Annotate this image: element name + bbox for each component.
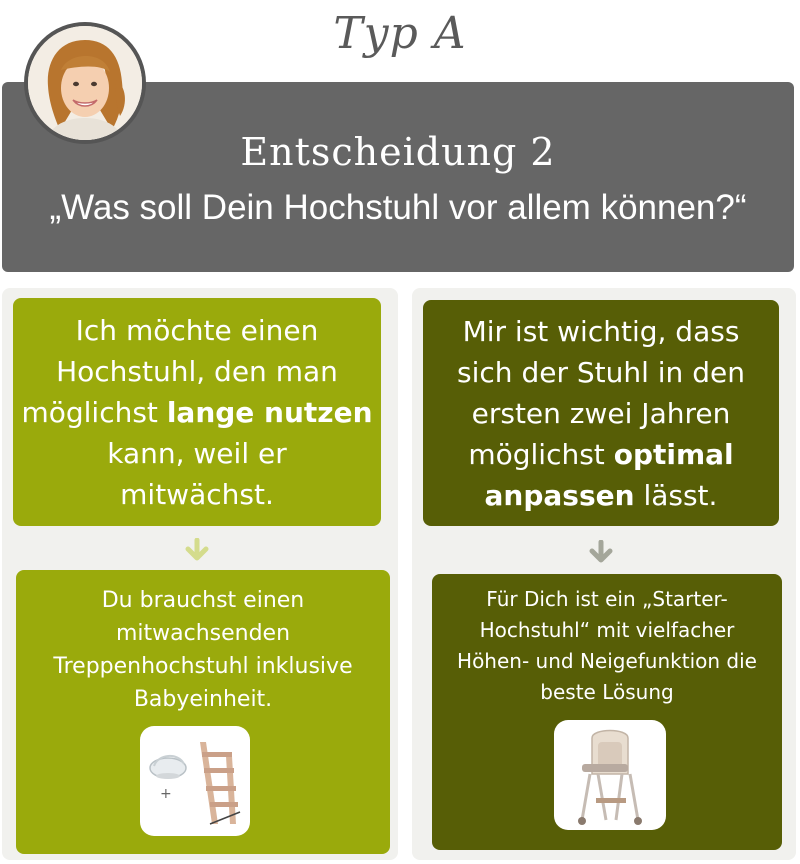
left-result-line3: Treppenhochstuhl inklusive	[53, 654, 353, 679]
right-statement-line4-bold: optimal	[613, 437, 734, 471]
left-statement-line1: Ich möchte einen	[75, 313, 319, 347]
left-statement-line3-pre: möglichst	[21, 395, 167, 429]
avatar	[24, 22, 146, 144]
header-question: „Was soll Dein Hochstuhl vor allem können?“	[49, 188, 747, 227]
highchair-icon	[554, 720, 666, 830]
plus-sign: +	[160, 786, 172, 802]
left-result-line2: mitwachsenden	[115, 621, 291, 646]
script-title: Typ A	[333, 8, 467, 59]
right-result-line1: Für Dich ist ein „Starter-	[486, 587, 728, 611]
baby-bouncer-icon	[140, 726, 250, 836]
left-statement-line2: Hochstuhl, den man	[56, 354, 338, 388]
right-result-line3: Höhen- und Neigefunktion die	[457, 649, 757, 673]
right-statement-line3: ersten zwei Jahren	[471, 396, 731, 430]
left-statement-line5: mitwächst.	[120, 477, 274, 511]
left-statement-line4: kann, weil er	[107, 436, 287, 470]
right-result-line4: beste Lösung	[540, 680, 674, 704]
left-statement-line3-bold: lange nutzen	[166, 395, 373, 429]
left-statement-box	[13, 298, 381, 526]
right-statement-line1: Mir ist wichtig, dass	[462, 314, 740, 348]
header-title: Entscheidung 2	[240, 130, 556, 174]
right-statement-box	[423, 300, 779, 526]
right-statement-line5-post: lässt.	[634, 478, 718, 512]
right-statement-line4-pre: möglichst	[468, 437, 614, 471]
arrow-down-icon	[586, 540, 616, 564]
left-column	[2, 288, 398, 860]
right-statement-line2: sich der Stuhl in den	[457, 355, 745, 389]
starter-highchair-product-image	[554, 720, 666, 830]
arrow-down-icon	[182, 538, 212, 562]
right-statement-line5-bold: anpassen	[484, 478, 635, 512]
tripp-trapp-product-image	[140, 726, 250, 836]
left-result-line4: Babyeinheit.	[133, 687, 273, 712]
woman-portrait-icon	[28, 26, 142, 140]
left-result-line1: Du brauchst einen	[101, 588, 305, 613]
right-column	[412, 288, 796, 860]
right-result-line2: Hochstuhl“ mit vielfacher	[479, 618, 735, 642]
